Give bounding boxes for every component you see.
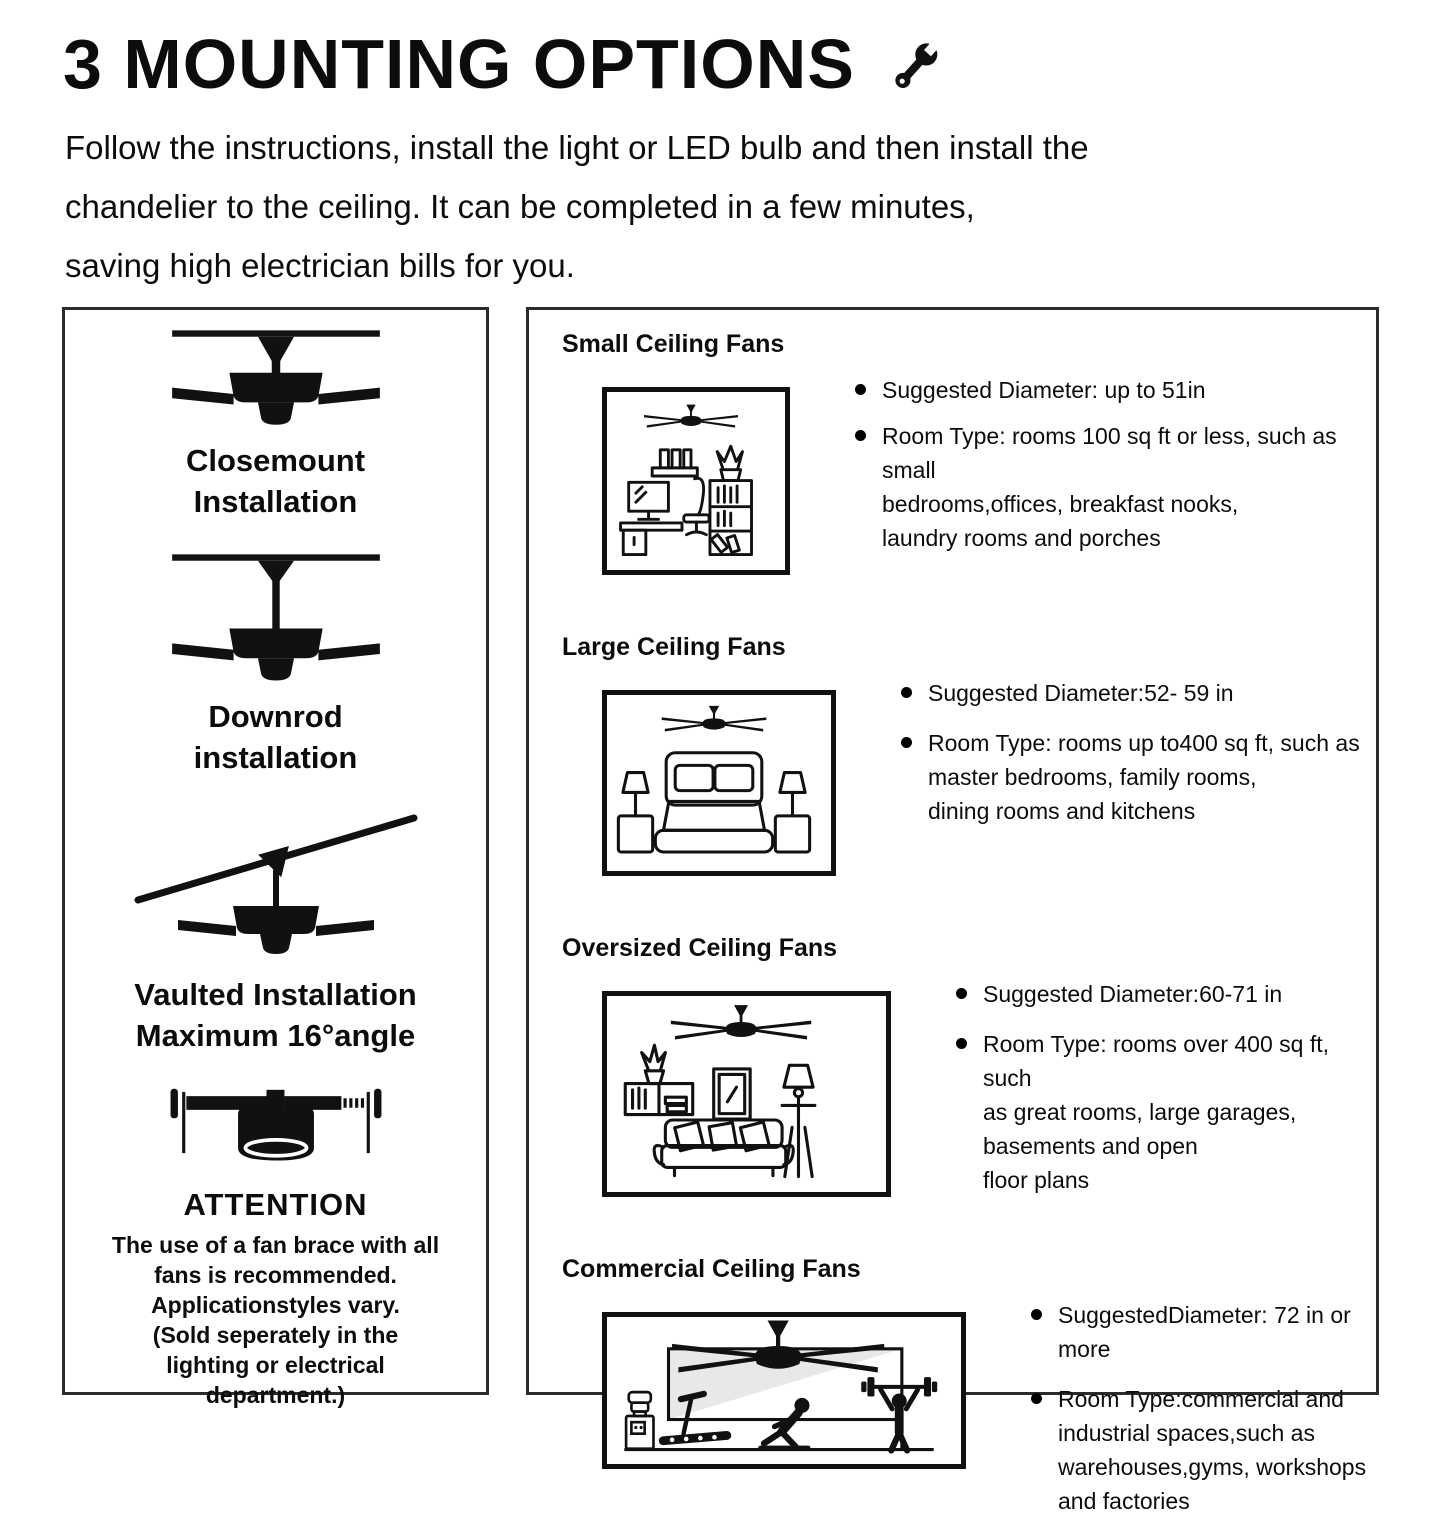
- fan-sizes-panel: [526, 307, 1379, 1514]
- section-large-ceiling-fans: [562, 633, 1376, 892]
- attention-title: ATTENTION: [183, 1187, 368, 1223]
- bullet-line: as great rooms, large garages,: [983, 1099, 1297, 1125]
- bullet-line: Suggested Diameter:60-71 in: [983, 981, 1283, 1007]
- section-heading: Small Ceiling Fans: [562, 330, 785, 358]
- section-heading: Commercial Ceiling Fans: [562, 1255, 861, 1283]
- bullet-list: [953, 977, 1376, 1197]
- attention-line: department.): [205, 1382, 346, 1409]
- bullet-item: [898, 676, 1360, 710]
- oversized-room-illustration: [602, 991, 891, 1197]
- bullet-item: [1028, 1382, 1376, 1518]
- bullet-list: [1028, 1298, 1376, 1518]
- office-scene-icon: [607, 392, 775, 560]
- label-line: Maximum 16°angle: [135, 1018, 416, 1054]
- bullet-line: dining rooms and kitchens: [928, 798, 1196, 824]
- attention-body: [112, 1230, 439, 1410]
- commercial-room-illustration: [602, 1312, 966, 1469]
- bedroom-scene-icon: [607, 695, 821, 861]
- downrod-option-figure: [170, 548, 382, 690]
- bullet-item: [953, 977, 1376, 1011]
- attention-line: The use of a fan brace with all: [111, 1232, 440, 1259]
- vaulted-label: [134, 974, 417, 1056]
- gym-scene-icon: [607, 1317, 951, 1454]
- bullet-line: Room Type: rooms up to400 sq ft, such as: [928, 730, 1360, 756]
- bullet-line: basements and open: [983, 1133, 1198, 1159]
- label-line: Vaulted Installation: [134, 977, 417, 1013]
- bullet-line: floor plans: [983, 1167, 1090, 1193]
- bullet-line: Room Type: rooms over 400 sq ft, such: [983, 1031, 1330, 1091]
- label-line: Installation: [193, 484, 358, 520]
- intro-line: Follow the instructions, install the light or LED bulb and then install the: [65, 129, 1089, 166]
- bullet-line: Suggested Diameter: up to 51in: [882, 377, 1206, 403]
- bullet-list: [852, 373, 1376, 555]
- attention-line: Applicationstyles vary.: [151, 1292, 400, 1319]
- vaulted-option-figure: [126, 798, 426, 968]
- bullet-line: bedrooms,offices, breakfast nooks,: [882, 491, 1239, 517]
- section-heading: Oversized Ceiling Fans: [562, 934, 838, 962]
- bullet-line: industrial spaces,such as: [1058, 1420, 1315, 1446]
- label-line: Downrod: [208, 699, 343, 735]
- wrench-icon: [883, 35, 947, 99]
- bullet-line: Room Type:commercial and: [1058, 1386, 1344, 1412]
- intro-text: [65, 118, 1385, 295]
- living-room-scene-icon: [607, 996, 876, 1182]
- content-panels: [0, 307, 1445, 1514]
- closemount-label: [186, 440, 365, 522]
- bullet-item: [1028, 1298, 1376, 1366]
- large-room-illustration: [602, 690, 836, 876]
- section-commercial-ceiling-fans: [562, 1255, 1376, 1518]
- closemount-option-figure: [170, 324, 382, 434]
- bullet-line: SuggestedDiameter: 72 in or more: [1058, 1302, 1351, 1362]
- bullet-line: Suggested Diameter:52- 59 in: [928, 680, 1234, 706]
- intro-line: chandelier to the ceiling. It can be completed in a few minutes,: [65, 188, 975, 225]
- fan-brace-figure: [160, 1074, 392, 1171]
- downrod-fan-icon: [170, 548, 382, 690]
- section-heading: Large Ceiling Fans: [562, 633, 786, 661]
- page-title: 3 MOUNTING OPTIONS: [63, 25, 855, 103]
- bullet-item: [852, 373, 1376, 407]
- bullet-item: [852, 419, 1376, 555]
- section-small-ceiling-fans: [562, 330, 1376, 591]
- bullet-line: master bedrooms, family rooms,: [928, 764, 1257, 790]
- bullet-line: laundry rooms and porches: [882, 525, 1161, 551]
- label-line: Closemount: [185, 443, 366, 479]
- attention-line: fans is recommended.: [154, 1262, 397, 1289]
- header: [0, 0, 1445, 295]
- intro-line: saving high electrician bills for you.: [65, 247, 575, 284]
- downrod-label: [194, 696, 358, 778]
- section-oversized-ceiling-fans: [562, 934, 1376, 1213]
- bullet-line: and factories: [1058, 1488, 1190, 1514]
- vaulted-fan-icon: [126, 798, 426, 968]
- closemount-fan-icon: [170, 324, 382, 434]
- bullet-line: warehouses,gyms, workshops: [1058, 1454, 1367, 1480]
- attention-line: lighting or electrical: [166, 1352, 385, 1379]
- bullet-list: [898, 676, 1360, 828]
- small-room-illustration: [602, 387, 790, 575]
- bullet-item: [898, 726, 1360, 828]
- mounting-options-panel: [62, 307, 489, 1409]
- bullet-item: [953, 1027, 1376, 1197]
- label-line: installation: [193, 740, 358, 776]
- bullet-line: Room Type: rooms 100 sq ft or less, such as small: [882, 423, 1337, 483]
- attention-line: (Sold seperately in the: [152, 1322, 399, 1349]
- fan-brace-icon: [160, 1074, 392, 1171]
